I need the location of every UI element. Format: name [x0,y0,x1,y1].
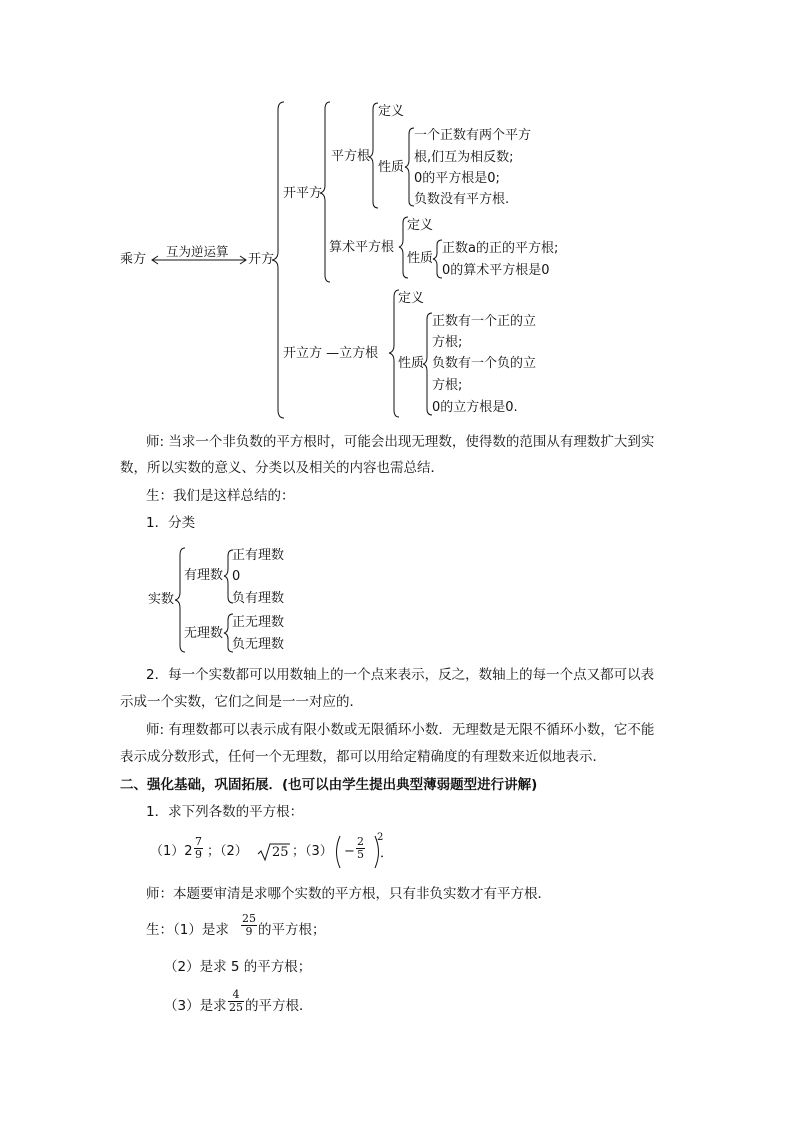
you-item-3: 负有理数 [232,591,285,606]
a3-post: 的平方根． [245,998,313,1014]
q1-numerator: 7 [195,835,202,848]
label-kaipingfang: 开平方 [283,186,323,201]
brace-xingzhi-1 [405,128,414,206]
label-shishu: 实数 [148,592,175,607]
ss-prop-1: 正数a的正的平方根; [442,241,559,256]
a1-post: 的平方根； [258,922,326,938]
q-sep-1: ；（2） [207,844,248,859]
q1-denominator: 9 [195,848,202,861]
pf-prop-2: 根,们互为相反数; [414,150,514,165]
para-teacher-3: 师：本题要审清是求哪个实数的平方根，只有非负实数才有平方根． [146,886,551,902]
pf-prop-4: 负数没有平方根. [414,192,510,207]
paren-left [337,836,341,868]
q-sep-2: ；（3） [292,844,333,859]
a3-fraction [228,989,244,1014]
lf-prop-3: 负数有一个负的立 [432,356,537,371]
q3-minus: − [344,844,355,859]
brace-pingfanggen [369,103,378,208]
para-section-2a: 2．每一个实数都可以用数轴上的一个点来表示，反之，数轴上的每一个点又都可以表 [146,667,655,683]
q3-denominator: 5 [357,848,364,861]
label-youlishu: 有理数 [184,568,224,583]
para-teacher-2b: 表示成分数形式，任何一个无理数，都可以用给定精确度的有理数来近似地表示． [120,749,606,765]
brace-xingzhi-3 [423,313,432,415]
q2-radicand: 25 [272,845,289,860]
para-student-1: 生：我们是这样总结的： [146,488,295,504]
brace-lifanggen [389,290,399,417]
label-xingzhi-2: 性质 [407,251,434,266]
label-xingzhi-1: 性质 [378,160,405,175]
label-suanshu: 算术平方根 [329,240,395,255]
lf-prop-1: 正数有一个正的立 [432,314,537,329]
brace-xingzhi-2 [433,240,442,278]
wu-item-2: 负无理数 [232,637,285,652]
para-teacher-1a: 师: 当求一个非负数的平方根时，可能会出现无理数，使得数的范围从有理数扩大到实 [146,434,655,450]
section-heading-2: 二、强化基础，巩固拓展．(也可以由学生提出典型薄弱题型进行讲解) [120,777,538,793]
para-teacher-1b: 数，所以实数的意义、分类以及相关的内容也需总结． [120,460,444,476]
q3-fraction [356,836,365,861]
ss-prop-2: 0的算术平方根是0 [442,263,550,278]
para-section-1: 1．分类 [146,515,196,531]
label-kaifang: 开方 [248,252,275,267]
a1-denominator: 9 [245,925,253,938]
you-item-2: 0 [232,569,241,584]
label-kailifang: 开立方 —立方根 [283,346,379,361]
a3-numerator: 4 [228,989,244,1002]
q1-fraction [194,836,203,861]
label-dingyi-3: 定义 [398,291,425,306]
label-wulishu: 无理数 [184,626,224,641]
q3-numerator: 2 [357,835,364,848]
pf-prop-1: 一个正数有两个平方 [414,128,532,143]
para-teacher-2a: 师: 有理数都可以表示成有限小数或无限循环小数．无理数是无限不循环小数，它不能 [146,722,655,738]
pf-prop-3: 0的平方根是0; [414,171,500,186]
lf-prop-4: 方根; [432,378,463,393]
a3-pre: （3）是求 [164,998,227,1014]
q1-label: （1）2 [150,844,193,859]
label-chengfang: 乘方 [120,252,147,267]
label-dingyi-2: 定义 [407,218,434,233]
a1-numerator: 25 [242,912,256,925]
lf-prop-2: 方根; [432,335,463,350]
arrow-label: 互为逆运算 [166,244,229,259]
label-xingzhi-3: 性质 [398,356,425,371]
label-pingfanggen: 平方根 [331,149,371,164]
answer-2: （2）是求 5 的平方根； [164,959,312,975]
lf-prop-5: 0的立方根是0. [432,400,518,415]
para-section-2b: 示成一个实数，它们之间是一一对应的． [120,694,363,710]
a3-denominator: 25 [229,1001,243,1014]
q-end: ． [380,846,394,861]
question-1-prompt: 1．求下列各数的平方根： [146,804,304,820]
wu-item-1: 正无理数 [232,615,285,630]
you-item-1: 正有理数 [232,548,285,563]
a1-fraction [241,913,257,938]
label-dingyi-1: 定义 [378,104,405,119]
q3-exponent: 2 [377,832,384,843]
a1-pre: 生：（1）是求 [146,922,229,938]
